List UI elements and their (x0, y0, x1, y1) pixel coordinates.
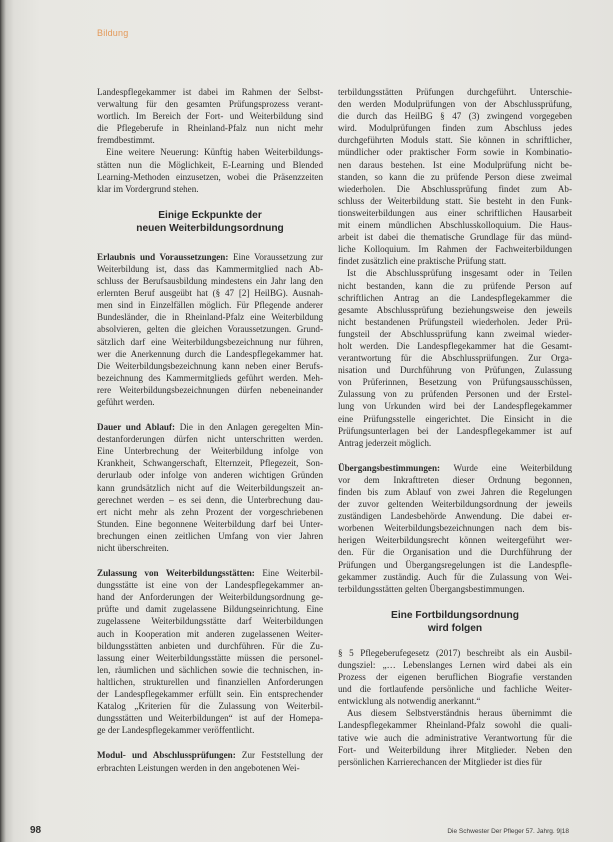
text-run: Wurde eine Weiterbildung (453, 462, 572, 473)
text-line: liche Kolloquium. Im Rahmen der Fachweiterbildungen (338, 244, 572, 255)
text-line: zugelassene Weiterbildungsstätte darf Weiterbildungen (97, 616, 323, 627)
text-line: arbeit ist dabei die thematische Grundlage für das münd- (338, 232, 572, 243)
text-line: entwicklung als notwendig anerkannt.“ (338, 696, 481, 707)
text-line: mit einem mündlichen Abschlusskolloquium. Die Haus- (338, 220, 572, 231)
text-line: Antrag jederzeit möglich. (338, 437, 432, 448)
text-line: terbildungsstätten Prüfungen durchgeführt. Unterschie- (338, 87, 572, 97)
text-line: Stunden. Eine begonnene Weiterbildung darf bei Unter- (97, 518, 323, 529)
text-line: persönlichen Karrierechancen der Mitglieder ist dies für (338, 756, 543, 767)
text-line: die durch das HeilBG § 47 (3) zwingend vorgegeben (338, 111, 572, 122)
text-line: verantwortung für die Abschlussprüfungen. Zur Orga- (338, 353, 572, 364)
text-line: Fort- und Weiterbildung ihrer Mitglieder. Neben den (338, 744, 572, 755)
text-line: schriftlichen Antrag an die Landespflegekammer die (338, 292, 572, 303)
text-run: Eine Voraussetzung zur (232, 251, 323, 262)
text-line: Bundesländer, die in Rheinland-Pfalz eine Weiterbildung (97, 312, 323, 323)
text-line: terbildungsstätten gelten Übergangsbestimmungen. (338, 583, 525, 594)
text-line: auch in Kooperation mit anderen zugelassenen Weiter- (97, 628, 323, 639)
text-line: dungsstätten und Weiterbildungen“ ist auf der Homepa- (97, 713, 323, 724)
text-line: tionsweiterbildungen aus einer schriftlichen Hausarbeit (338, 207, 572, 218)
text-line: die Pflegeberufe in Rheinland-Pfalz nun nicht mehr (97, 123, 323, 134)
text-line: kann grundsätzlich nicht auf die Weiterbildungszeit an- (97, 482, 323, 493)
text-line: der zuvor geltenden Weiterbildungsordnung der jeweils (338, 499, 572, 510)
text-line: den werden Modulprüfungen von der Abschlussprüfung, (338, 99, 572, 110)
text-line: brechungen einen zeitlichen Umfang von vier Jahren (97, 530, 323, 541)
section-heading-fortbildung (338, 609, 572, 635)
text-line: nicht überschreiten. (97, 543, 169, 553)
heading-line: neuen Weiterbildungsordnung (136, 222, 284, 234)
text-line: gekammer zuständig. Auch für die Zulassung von Wei- (338, 571, 572, 582)
text-line: von Prüferinnen, Besetzung von Prüfungsausschüssen, (338, 377, 572, 388)
text-line (97, 421, 323, 433)
text-line: Krankheit, Schwangerschaft, Elternzeit, Pflegezeit, Son- (97, 458, 323, 469)
section-label: Bildung (97, 28, 129, 38)
paragraph-zulassung (97, 567, 323, 736)
text-line: schluss der Weiterbildung statt. Sie besteht in den Funk- (338, 195, 572, 206)
text-line: verwaltung für den gesamten Prüfungsprozess verant- (97, 99, 323, 110)
text-line: sätzlich darf eine Weiterbildungsbezeichnung nur führen, (97, 336, 323, 347)
text-line: Eine weitere Neuerung: Künftig haben Weiterbildungs- (106, 147, 323, 158)
text-line: nisation und Durchführung von Prüfungen, Zulassung (338, 365, 572, 376)
text-line (97, 749, 323, 761)
text-line: rere Weiterbildungsbezeichnungen dürfen nebeneinander (97, 384, 323, 395)
paragraph-intro (97, 86, 323, 146)
text-line: schluss der Berufsausbildung mindestens ein Jahr lang den (97, 276, 323, 287)
text-line: wortlich. Im Bereich der Fort- und Weiterbildung sind (97, 111, 323, 122)
text-line (338, 462, 572, 474)
left-column (97, 86, 323, 774)
paragraph-wiederholung (338, 267, 572, 448)
text-line: gerechnet werden – es sei denn, die Unterbrechung dau- (97, 494, 323, 505)
text-line: eine Prüfungsstelle eingerichtet. Die Einsicht in die (338, 413, 572, 424)
text-line: geführt werden. (97, 396, 155, 407)
text-line: stätten nun die Möglichkeit, E-Learning und Blended (97, 159, 323, 170)
text-line: Die Weiterbildungsbezeichnung kann neben einer Berufs- (97, 360, 323, 371)
text-line: worbenen Weiterbildungsbezeichnungen nach dem bis- (338, 523, 572, 534)
text-line: Ist die Abschlussprüfung insgesamt oder in Teilen (347, 268, 572, 279)
text-line: prüfte und damit zugelassene Bildungseinrichtung. Eine (97, 604, 323, 615)
run-in-heading: Dauer und Ablauf: (97, 422, 175, 433)
text-line: ert nicht mehr als zehn Prozent der vorgeschriebenen (97, 506, 323, 517)
text-line: nen daraus bestehen. Ist eine Modulprüfung nicht be- (338, 159, 572, 170)
text-line: findet zusätzlich eine praktische Prüfung statt. (338, 256, 507, 267)
paragraph-pflegeberufegesetz (338, 647, 572, 707)
paragraph-uebergang (338, 462, 572, 595)
text-line: haltlichen, strukturellen und finanziellen Anforderungen (97, 676, 323, 687)
run-in-heading: Erlaubnis und Voraussetzungen: (97, 251, 229, 262)
text-line: len, räumlichen und sächlichen sowie die technischen, in- (97, 664, 323, 675)
text-line: Prüfungen und Übergangsregelungen ist die Landespfle- (338, 559, 572, 570)
text-line: hand der Anforderungen der Weiterbildungsordnung ge- (97, 592, 323, 603)
text-line: wird. Modulprüfungen finden zum Abschluss jedes (338, 123, 572, 134)
text-line: herigen Weiterbildungsrecht können weitergeführt wer- (338, 535, 572, 546)
text-line: zuständigen Landesbehörde Anwendung. Die dabei er- (338, 511, 572, 522)
text-line: gesamte Abschlussprüfung beziehungsweise den jeweils (338, 304, 572, 315)
text-line: mündlicher oder praktischer Form sowie in Kombinatio- (338, 147, 572, 158)
text-line: der Landespflegekammer erfüllt sein. Ein entsprechender (97, 689, 323, 700)
text-line: Aus diesem Selbstverständnis heraus übernimmt die (347, 708, 572, 719)
text-run: Zur Feststellung der (241, 750, 323, 761)
text-run: Eine Weiterbil- (262, 568, 323, 579)
right-column (338, 86, 572, 768)
text-line: lassung einer Weiterbildungsstätte müssen die personel- (97, 652, 323, 663)
journal-reference: Die Schwester Der Pfleger 57. Jahrg. 9|18 (447, 828, 569, 835)
text-line: klar im Vordergrund stehen. (97, 183, 199, 194)
text-line: nicht bestanden, kann die zu prüfende Person auf (338, 280, 572, 291)
run-in-heading: Zulassung von Weiterbildungsstätten: (97, 568, 255, 579)
text-line: Landespflegekammer ist dabei im Rahmen der Selbst- (97, 87, 323, 97)
text-line: Learning-Methoden einzusetzen, wobei die Präsenzzeiten (97, 171, 323, 182)
text-line: holt werden. Die Landespflegekammer hat die Gesamt- (338, 340, 572, 351)
section-heading-eckpunkte (97, 209, 323, 235)
text-line: den. Für die Organisation und die Durchführung der (338, 547, 572, 558)
text-line: fremdbestimmt. (97, 135, 155, 146)
text-line: Zulassung von zu prüfenden Personen und der Erstel- (338, 389, 572, 400)
paragraph-erlaubnis (97, 251, 323, 408)
run-in-heading: Modul- und Abschlussprüfungen: (97, 750, 236, 761)
paragraph-pruefungen-continued (338, 86, 572, 267)
run-in-heading: Übergangsbestimmungen: (338, 462, 441, 473)
text-line: vor dem Inkrafttreten dieser Ordnung begonnen, (338, 474, 572, 485)
paragraph-e-learning (97, 146, 323, 194)
text-line: finden bis zum Ablauf von zwei Jahren die Regelungen (338, 487, 572, 497)
heading-line: wird folgen (427, 622, 483, 634)
text-line: standen, so kann die zu prüfende Person diese zweimal (338, 171, 572, 182)
text-line: derurlaub oder infolge von anderen wichtigen Gründen (97, 470, 323, 481)
text-line: § 5 Pflegeberufegesetz (2017) beschreibt als ein Ausbil- (338, 647, 572, 658)
text-line: Prüfungsunterlagen bei der Landespflegekammer ist auf (338, 425, 572, 436)
text-line: tative wie auch die administrative Verantwortung für die (338, 732, 572, 743)
text-line: dungsstätte ist eine von der Landespflegekammer an- (97, 580, 323, 591)
text-line (97, 567, 323, 579)
text-line: lung von Urkunden wird bei der Landespflegekammer (338, 401, 572, 412)
text-line: Eine Unterbrechung der Weiterbildung infolge von (97, 446, 323, 457)
text-line: und die fortlaufende persönliche und fachliche Weiter- (338, 684, 572, 695)
text-line: fungsteil der Abschlussprüfung kann zweimal wieder- (338, 328, 572, 339)
text-line: erbrachten Leistungen werden in den angebotenen Wei- (97, 762, 300, 773)
heading-line: Eine Fortbildungsordnung (391, 609, 519, 621)
text-line: Landespflegekammer Rheinland-Pfalz sowohl die quali- (338, 720, 572, 731)
text-line: dungsziel: „… Lebenslanges Lernen wird dabei als ein (338, 659, 572, 670)
text-line: nicht bestandenen Prüfungsteil wiederholen. Jeder Prü- (338, 316, 572, 327)
text-line: erlernten Beruf ausgeübt hat (§ 47 [2] HeilBG). Ausnah- (97, 288, 323, 299)
text-line (97, 251, 323, 263)
text-line: Prozess der eigenen beruflichen Biografie verstanden (338, 672, 572, 683)
paragraph-dauer (97, 421, 323, 554)
text-line: Weiterbildung ist, dass das Kammermitglied nach Ab- (97, 263, 323, 274)
text-line: wiederholen. Die Abschlussprüfung findet zum Ab- (338, 183, 572, 194)
heading-line: Einige Eckpunkte der (158, 209, 262, 221)
text-line: bezeichnung des Kammermitglieds geführt werden. Meh- (97, 372, 323, 383)
text-run: Die in den Anlagen geregelten Min- (179, 422, 323, 433)
text-line: destanforderungen dürfen nicht unterschritten werden. (97, 434, 323, 445)
text-line: men sind in Einzelfällen möglich. Für Pflegende anderer (97, 300, 323, 311)
text-line: ge der Landespflegekammer veröffentlicht. (97, 725, 255, 736)
text-line: durchgeführten Moduls statt. Sie können in schriftlicher, (338, 135, 572, 146)
paragraph-pruefungen (97, 749, 323, 773)
page-number: 98 (30, 825, 42, 836)
text-line: absolvieren, gelten die gleichen Voraussetzungen. Grund- (97, 324, 323, 335)
text-line: bildungsstätten anbieten und durchführen. Für die Zu- (97, 640, 323, 651)
text-line: Katalog „Kriterien für die Zulassung von Weiterbil- (97, 701, 323, 712)
paragraph-selbstverstaendnis (338, 707, 572, 767)
text-line: wer die Anerkennung durch die Landespflegekammer hat. (97, 348, 323, 359)
